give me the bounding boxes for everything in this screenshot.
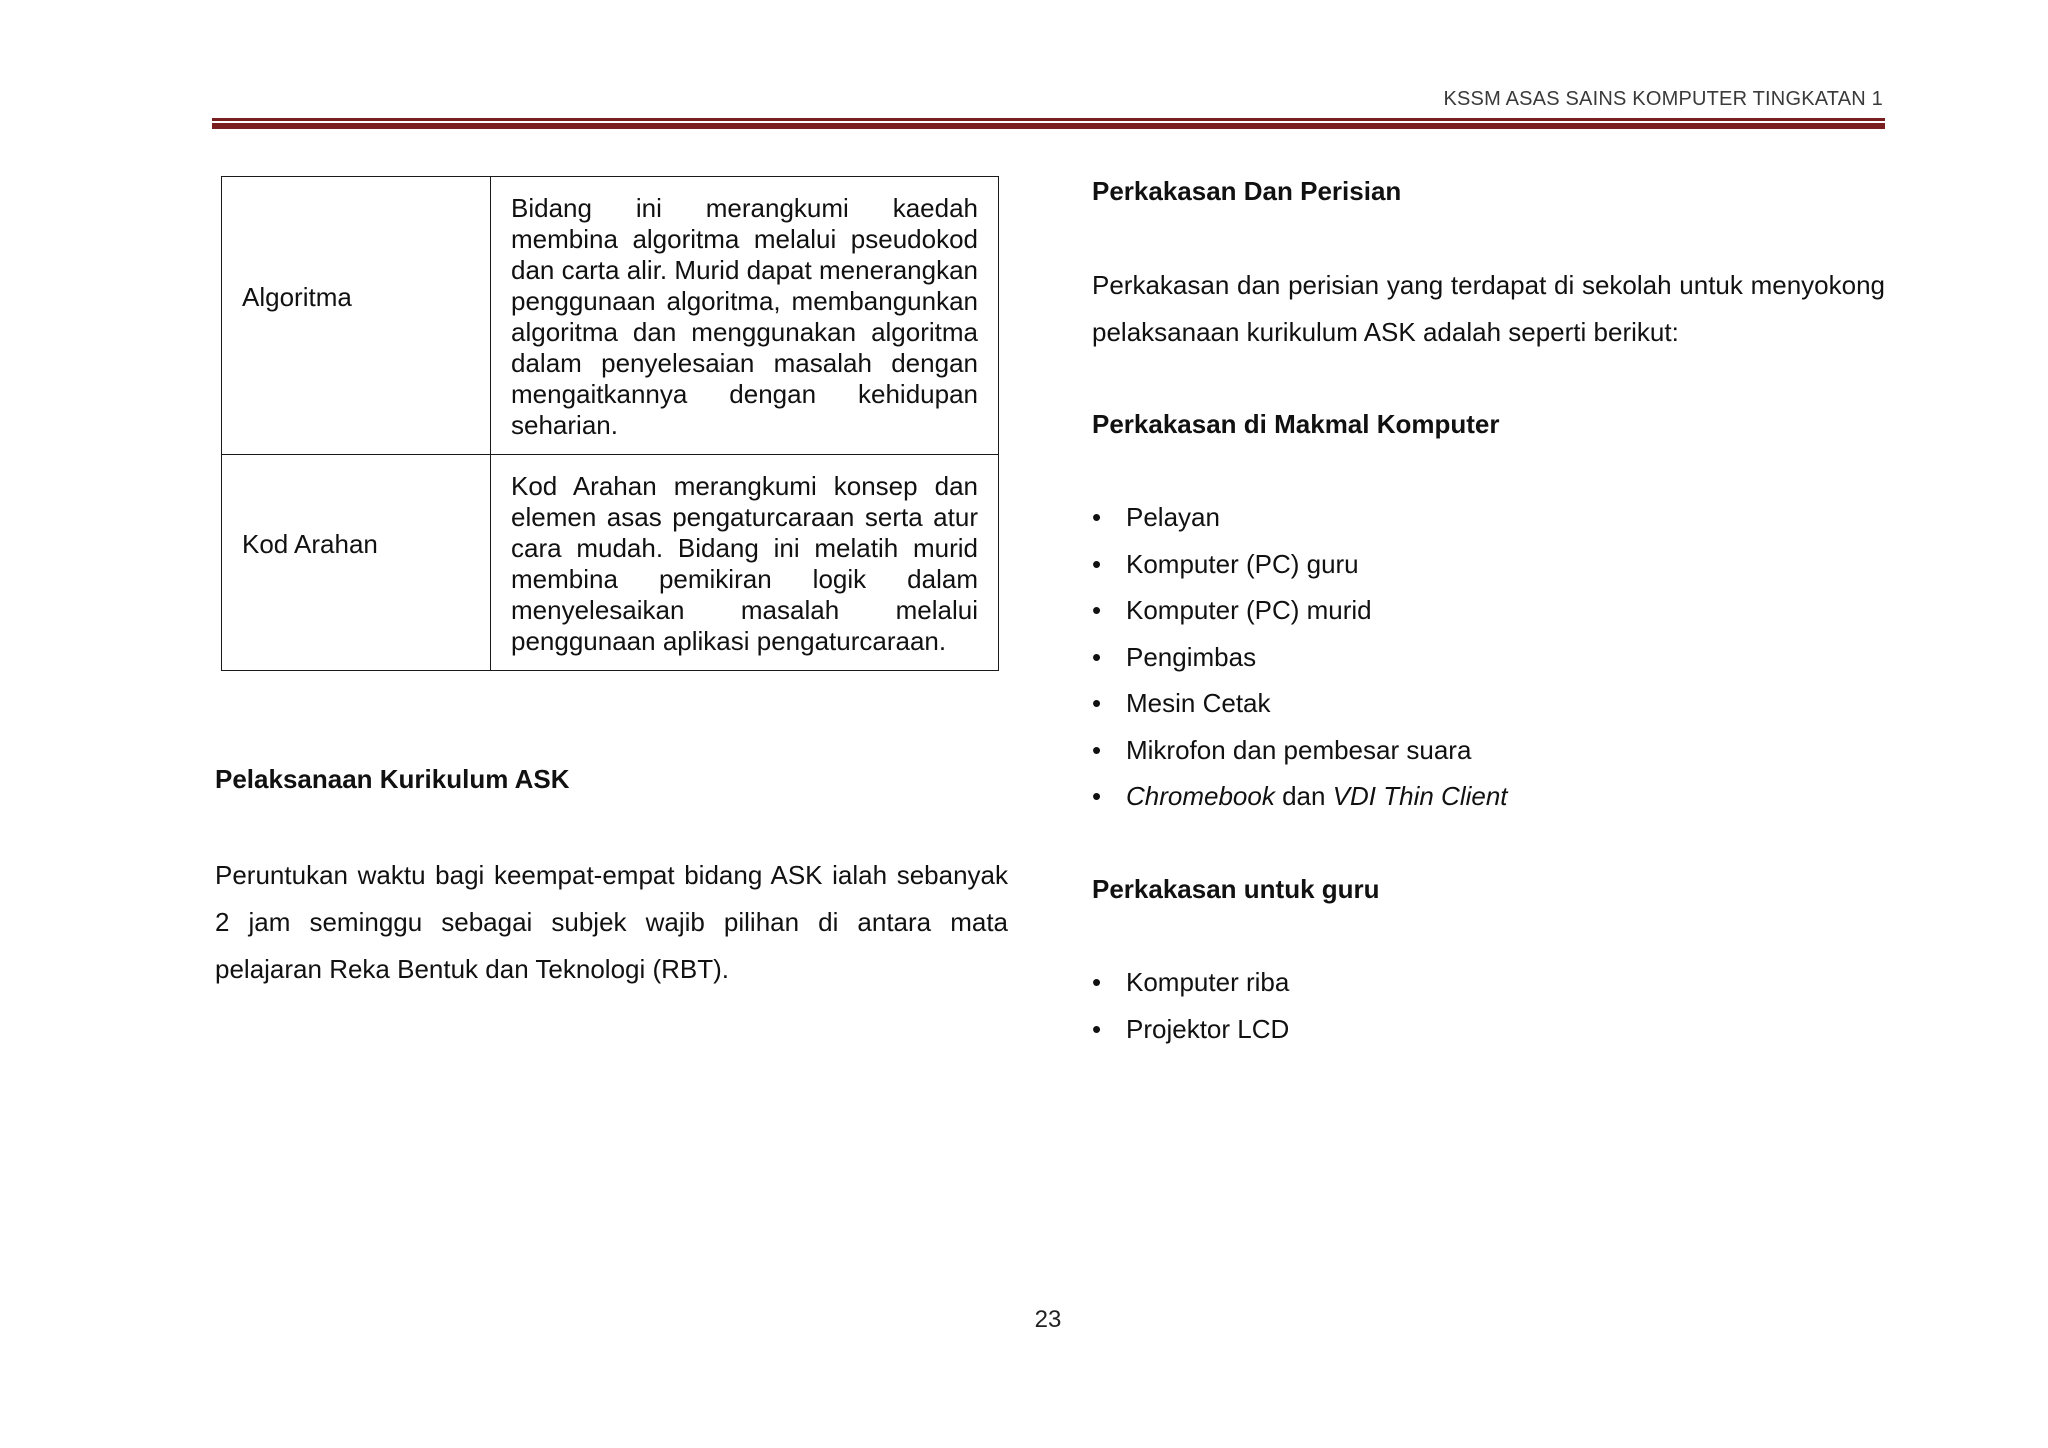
lab-hardware-list (1092, 494, 1508, 820)
field-name-text: Algoritma (242, 282, 352, 312)
table-row (222, 455, 999, 671)
list-item (1092, 959, 1289, 1006)
bullet-icon: • (1092, 641, 1102, 672)
list-item (1092, 727, 1508, 774)
list-item-text: Projektor LCD (1126, 1013, 1290, 1044)
bullet-icon: • (1092, 734, 1102, 765)
table-cell-description: Kod Arahan merangkumi konsep dan elemen asas pengaturcaraan serta atur cara mudah. Bidang ini melatih murid membina pemikiran logik dalam menyelesaikan masalah melalui penggunaan aplikasi pengaturcaraan. (491, 455, 999, 671)
section-heading-pelaksanaan: Pelaksanaan Kurikulum ASK (215, 764, 570, 794)
bullet-icon: • (1092, 548, 1102, 579)
list-item-text: Mesin Cetak (1126, 688, 1271, 718)
bullet-icon: • (1092, 688, 1102, 718)
bullet-icon: • (1092, 595, 1102, 625)
paragraph-pelaksanaan: Peruntukan waktu bagi keempat-empat bidang ASK ialah sebanyak 2 jam seminggu sebagai subjek wajib pilihan di antara mata pelajaran Reka Bentuk dan Teknologi (RBT). (215, 860, 1008, 984)
paragraph-perkakasan: Perkakasan dan perisian yang terdapat di sekolah untuk menyokong pelaksanaan kurikulum ASK adalah seperti berikut: (1092, 270, 1885, 347)
list-item-text: Pengimbas (1126, 641, 1257, 672)
section-heading-makmal: Perkakasan di Makmal Komputer (1092, 409, 1500, 439)
list-item-text-italic: VDI Thin Client (1332, 781, 1508, 811)
list-item (1092, 1006, 1289, 1053)
list-item (1092, 541, 1508, 588)
table-cell-field (222, 455, 491, 671)
list-item (1092, 494, 1508, 541)
list-item-text: Komputer (PC) murid (1126, 595, 1372, 625)
section-heading-perkakasan: Perkakasan Dan Perisian (1092, 176, 1402, 206)
page-number: 23 (1034, 1306, 1062, 1333)
teacher-hardware-list (1092, 959, 1289, 1052)
bullet-icon: • (1092, 502, 1102, 532)
list-item (1092, 634, 1508, 681)
table-row (222, 177, 999, 455)
list-item (1092, 680, 1508, 727)
table-cell-field (222, 177, 491, 455)
list-item (1092, 773, 1508, 820)
list-item (1092, 587, 1508, 634)
bullet-icon: • (1092, 781, 1102, 811)
list-item-text: Mikrofon dan pembesar suara (1126, 734, 1472, 765)
page-header-title: KSSM ASAS SAINS KOMPUTER TINGKATAN 1 (1443, 88, 1883, 110)
list-item-text-italic: Chromebook (1126, 781, 1275, 811)
field-name-text: Kod Arahan (242, 529, 378, 559)
section-heading-guru: Perkakasan untuk guru (1092, 874, 1380, 904)
table-cell-description: Bidang ini merangkumi kaedah membina algoritma melalui pseudokod dan carta alir. Murid dapat menerangkan penggunaan algoritma, membangunkan algoritma dan menggunakan algoritma dalam penyelesaian masalah dengan mengaitkannya dengan kehidupan seharian. (491, 177, 999, 455)
bullet-icon: • (1092, 967, 1102, 997)
list-item-text: Komputer (PC) guru (1126, 548, 1359, 579)
list-item-text: Komputer riba (1126, 967, 1290, 997)
list-item-text: dan (1274, 781, 1333, 811)
field-description-table (221, 176, 999, 671)
header-rule-thin (212, 118, 1885, 121)
list-item-text: Pelayan (1126, 502, 1220, 532)
header-rule-thick (212, 123, 1885, 129)
bullet-icon: • (1092, 1013, 1102, 1044)
